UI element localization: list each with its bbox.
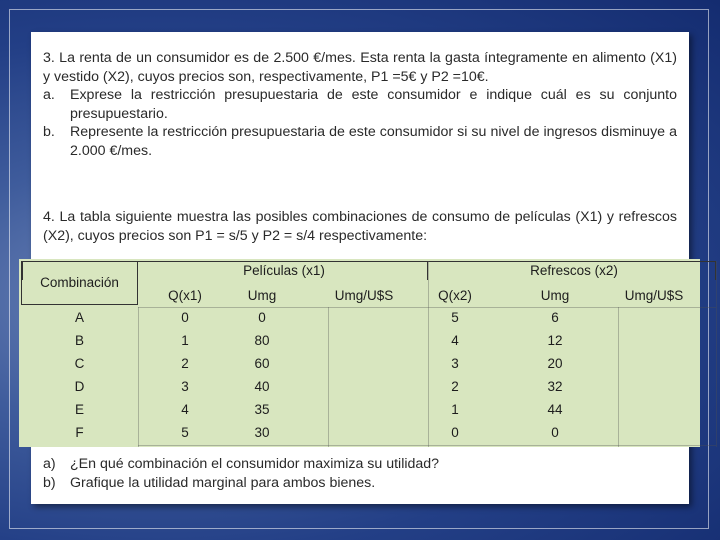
table-cell-umg2: 0 [551,425,559,440]
table-cell-q1: 0 [181,310,189,325]
col-umg-x2-header: Umg [540,288,570,303]
table-cell-q2: 1 [451,402,459,417]
table-cell-umg1: 35 [254,402,270,417]
table-cell-umg1: 40 [254,379,270,394]
question-3-intro: 3. La renta de un consumidor es de 2.500 €/mes. Esta renta la gasta íntegramente en alimento (X1) y vestido (X2), cuyos precios son, respectivamente, P1 =5€ y P2 =10€. [43,50,677,85]
table-cell-comb: E [74,402,84,417]
table-grid-line [138,307,139,447]
col-umg-us-x2-header: Umg/U$S [624,288,684,303]
table-cell-umg1: 0 [258,310,266,325]
refrescos-header: Refrescos (x2) [530,263,618,278]
peliculas-header: Películas (x1) [243,263,325,278]
table-cell-umg2: 6 [551,310,559,325]
table-cell-comb: D [74,379,85,394]
list-marker: a) [43,456,56,472]
table-cell-q2: 0 [451,425,459,440]
table-cell-q1: 1 [181,333,189,348]
table-grid-line [428,261,429,447]
table-cell-umg1: 60 [254,356,270,371]
list-marker: b. [43,124,55,141]
table-grid-line [138,445,716,446]
table-cell-comb: C [74,356,85,371]
table-cell-q2: 5 [451,310,459,325]
table-cell-q1: 5 [181,425,189,440]
table-cell-umg2: 44 [547,402,563,417]
combinacion-header: Combinación [40,275,119,290]
table-grid-line [328,307,329,447]
table-cell-umg2: 32 [547,379,563,394]
question-3-item-a [43,86,677,123]
table-grid-line [618,307,619,447]
list-marker: b) [43,474,56,491]
col-umg-x1-header: Umg [247,288,277,303]
question-3 [43,49,677,161]
table-cell-q2: 3 [451,356,459,371]
table-cell-umg1: 80 [254,333,270,348]
table-cell-q1: 2 [181,356,189,371]
list-item-text: Grafique la utilidad marginal para ambos bienes. [70,474,376,491]
list-item-text: ¿En qué combinación el consumidor maximiza su utilidad? [70,456,440,472]
col-q-x1-header: Q(x1) [168,288,202,303]
table-cell-q2: 4 [451,333,459,348]
table-cell-comb: B [74,333,84,348]
sub-question-a [43,455,677,474]
table-cell-comb: F [75,425,84,440]
table-cell-q1: 4 [181,402,189,417]
table-cell-q2: 2 [451,379,459,394]
list-item-text: Exprese la restricción presupuestaria de este consumidor e indique cuál es su conjunto presupuestario. [70,87,677,122]
table-grid-line [716,261,717,447]
sub-questions [43,455,677,492]
col-umg-us-x1-header: Umg/U$S [334,288,394,303]
question-3-item-b [43,123,677,160]
sub-question-b [43,474,677,493]
list-marker: a. [43,87,55,104]
table-grid-line [138,307,716,308]
table-cell-umg2: 20 [547,356,563,371]
table-cell-q1: 3 [181,379,189,394]
list-item-text: Represente la restricción presupuestaria de este consumidor si su nivel de ingresos disminuye a 2.000 €/mes. [70,124,677,159]
table-cell-comb: A [74,310,84,325]
table-cell-umg2: 12 [547,333,563,348]
col-q-x2-header: Q(x2) [438,288,472,303]
question-4-intro: 4. La tabla siguiente muestra las posibles combinaciones de consumo de películas (X1) y refrescos (X2), cuyos precios son P1 = s/5 y P2 = s/4 respectivamente: [43,209,677,244]
consumption-table [19,259,700,447]
table-cell-umg1: 30 [254,425,270,440]
